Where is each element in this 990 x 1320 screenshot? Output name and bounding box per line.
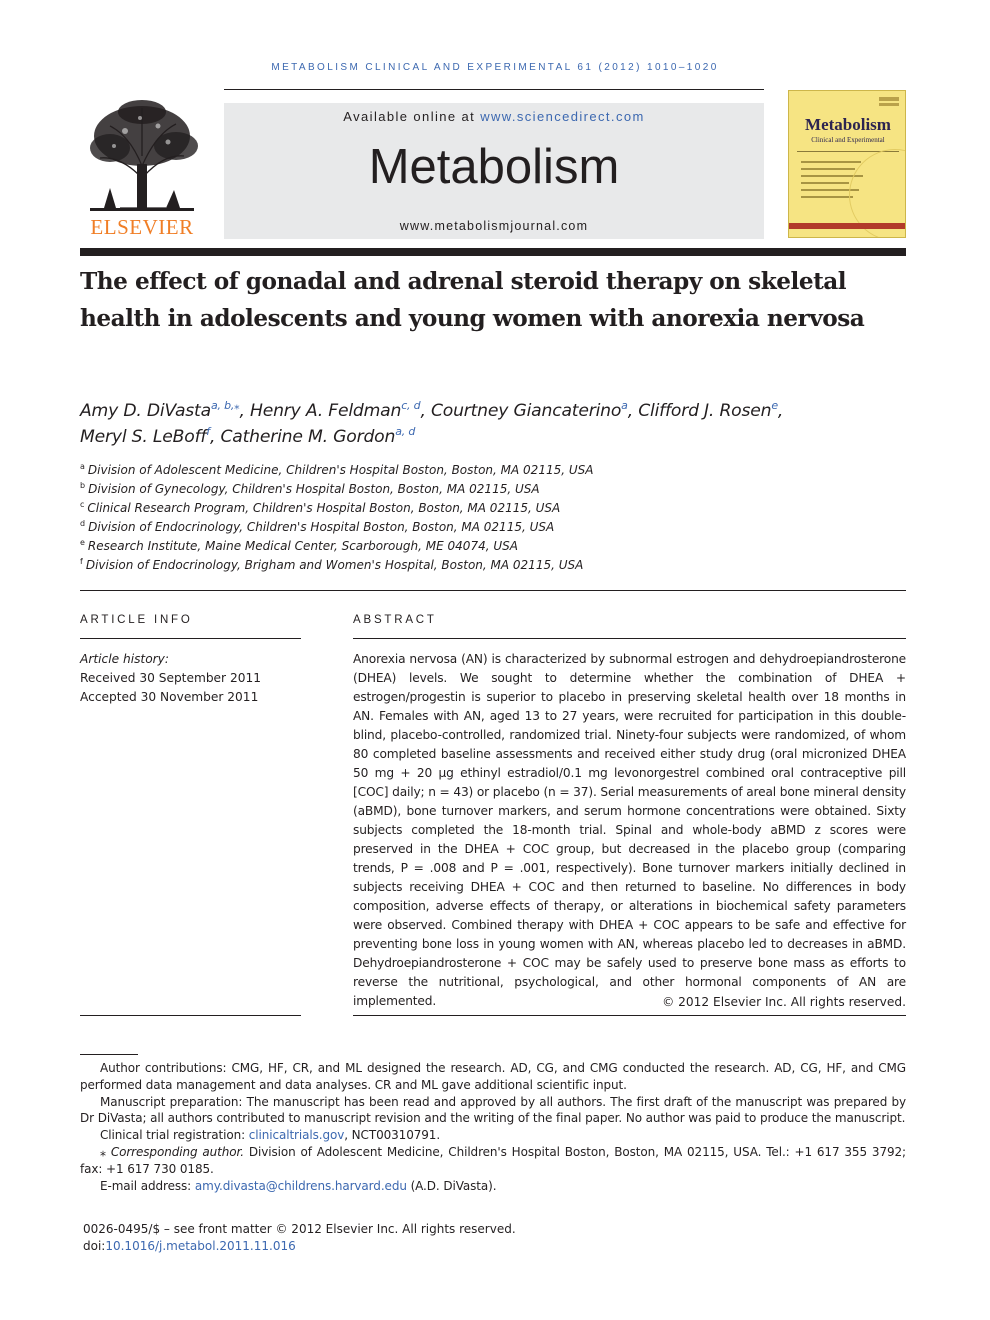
affiliation-item: $^c$ Clinical Research Program, Children's Hospital Boston, Boston, MA 02115, USA — [80, 500, 561, 515]
article-info-heading: ARTICLE INFO — [80, 614, 193, 626]
article-info-bottom-rule — [80, 1015, 301, 1016]
author-name: Henry A. Feldman — [249, 401, 402, 421]
email-line: E-mail address: amy.divasta@childrens.harvard.edu (A.D. DiVasta). — [100, 1178, 497, 1193]
article-title: The effect of gonadal and adrenal steroid therapy on skeletal health in adolescents and young women with anorexia nervosa — [80, 268, 865, 332]
author-contributions: Author contributions: CMG, HF, CR, and ML designed the research. AD, CG, and CMG conducted the research. AD, CG, HF, and CMG performed data management and data analyses. CR and ML gave additional scientific input. — [80, 1061, 906, 1092]
abstract-rule — [353, 638, 906, 639]
received-date: Received 30 September 2011 — [80, 671, 261, 685]
affiliation-item: $^b$ Division of Gynecology, Children's Hospital Boston, Boston, MA 02115, USA — [80, 481, 540, 496]
author-affil-marks[interactable]: c, d — [401, 399, 421, 412]
footnotes — [80, 1060, 906, 1194]
affiliation-list — [80, 461, 906, 575]
front-matter-line: 0026-0495/$ – see front matter © 2012 Elsevier Inc. All rights reserved. — [83, 1222, 516, 1236]
doi-link[interactable]: 10.1016/j.metabol.2011.11.016 — [105, 1239, 296, 1253]
elsevier-logo — [80, 96, 204, 240]
corresponding-author: ⁎ Corresponding author. Division of Adolescent Medicine, Children's Hospital Boston, Boston, MA 02115, USA. Tel.: +1 617 355 3792; fax: +1 617 730 0185. — [80, 1144, 906, 1176]
journal-banner — [224, 103, 764, 239]
abstract-bottom-rule — [353, 1015, 906, 1016]
affiliation-rule — [80, 590, 906, 591]
header-rule — [224, 89, 764, 90]
email-link[interactable]: amy.divasta@childrens.harvard.edu — [194, 1178, 407, 1193]
history-label: Article history: — [80, 652, 169, 666]
abstract-copyright: © 2012 Elsevier Inc. All rights reserved. — [662, 995, 906, 1009]
elsevier-tree-icon — [80, 96, 204, 214]
journal-cover — [788, 90, 906, 238]
article-history — [80, 650, 301, 707]
author-name: Meryl S. LeBoff — [80, 427, 207, 447]
author-list: Amy D. DiVasta$^{a, b,⁎}$, Henry A. Feldman$^{c, d}$, Courtney Giancaterino$^a$, Clifford J. Rosen$^e$, Meryl S. LeBoff$^f$, Catherine M. Gordon$^{a, d}$ — [80, 399, 784, 447]
author-name: Catherine M. Gordon — [220, 427, 396, 447]
affiliation-item: $^a$ Division of Adolescent Medicine, Children's Hospital Boston, Boston, MA 02115, USA — [80, 462, 594, 477]
sciencedirect-link[interactable]: www.sciencedirect.com — [480, 109, 645, 124]
affiliation-item: $^e$ Research Institute, Maine Medical Center, Scarborough, ME 04074, USA — [80, 538, 518, 553]
journal-name: Metabolism — [368, 140, 620, 194]
journal-url[interactable]: www.metabolismjournal.com — [399, 219, 589, 233]
author-name: Clifford J. Rosen — [638, 401, 772, 421]
doi-line: doi:10.1016/j.metabol.2011.11.016 — [83, 1239, 296, 1253]
author-affil-marks[interactable]: a — [621, 399, 628, 412]
abstract-body: Anorexia nervosa (AN) is characterized by subnormal estrogen and dehydroepiandrosterone (DHEA) levels. We sought to determine whether the combination of DHEA + estrogen/progestin is superior to placebo in preserving skeletal health over 18 months in AN. Females with AN, aged 13 to 27 years, were recruited for participation in this double-blind, placebo-controlled, randomized trial. Ninety-four subjects were randomized, of whom 80 completed baseline assessments and received either study drug (oral micronized DHEA 50 mg + 20 μg ethinyl estradiol/0.1 mg levonorgestrel combined oral contraceptive pill [COC] daily; n = 43) or placebo (n = 37). Serial measurements of areal bone mineral density (aBMD), bone turnover markers, and serum hormone concentrations were obtained. Sixty subjects completed the 18-month trial. Spinal and whole-body aBMD z scores were preserved in the DHEA + COC group, but decreased in the placebo group (comparing trends, P = .008 and P = .001, respectively). Bone turnover markers initially declined in subjects receiving DHEA + COC and then returned to baseline. No differences in body composition, adverse effects of therapy, or alterations in biochemical safety parameters were observed. Combined therapy with DHEA + COC appears to be safe and effective for preventing bone loss in young women with AN, whereas placebo led to decreases in aBMD. Dehydroepiandrosterone + COC may be safely used to preserve bone mass as efforts to reverse the nutritional, psychological, and other hormonal components of AN are implemented. — [353, 652, 906, 1008]
cover-subtitle: Clinical and Experimental — [811, 136, 885, 144]
article-info-rule — [80, 638, 301, 639]
author-affil-marks[interactable]: e — [771, 399, 778, 412]
abstract-section — [353, 614, 906, 639]
article-info-section — [80, 614, 301, 639]
author-affil-marks[interactable]: a, b,⁎ — [210, 399, 240, 412]
trial-registration: Clinical trial registration: clinicaltrials.gov, NCT00310791. — [100, 1128, 441, 1143]
affiliation-item: $^d$ Division of Endocrinology, Children's Hospital Boston, Boston, MA 02115, USA — [80, 519, 555, 534]
author-name: Courtney Giancaterino — [430, 401, 622, 421]
available-online-label: Available online at — [343, 109, 476, 124]
author-affil-marks[interactable]: f — [206, 425, 210, 438]
publisher-wordmark: ELSEVIER — [90, 215, 194, 239]
footnote-rule — [80, 1054, 138, 1055]
affiliation-item: $^f$ Division of Endocrinology, Brigham and Women's Hospital, Boston, MA 02115, USA — [80, 557, 584, 572]
front-matter-block — [80, 1221, 906, 1255]
available-online — [224, 109, 764, 124]
author-affil-marks[interactable]: a, d — [395, 425, 416, 438]
manuscript-preparation: Manuscript preparation: The manuscript has been read and approved by all authors. The first draft of the manuscript was prepared by Dr DiVasta; all authors contributed to manuscript revision and the writing of the final paper. No author was paid to produce the manuscript. — [80, 1094, 906, 1126]
masthead-rule — [80, 248, 906, 256]
author-name: Amy D. DiVasta — [80, 401, 211, 421]
accepted-date: Accepted 30 November 2011 — [80, 690, 259, 704]
cover-title: Metabolism — [805, 115, 891, 134]
running-head: METABOLISM CLINICAL AND EXPERIMENTAL 61 (2012) 1010–1020 — [271, 62, 719, 73]
clinicaltrials-link[interactable]: clinicaltrials.gov — [248, 1128, 345, 1143]
abstract-heading: ABSTRACT — [353, 614, 437, 626]
